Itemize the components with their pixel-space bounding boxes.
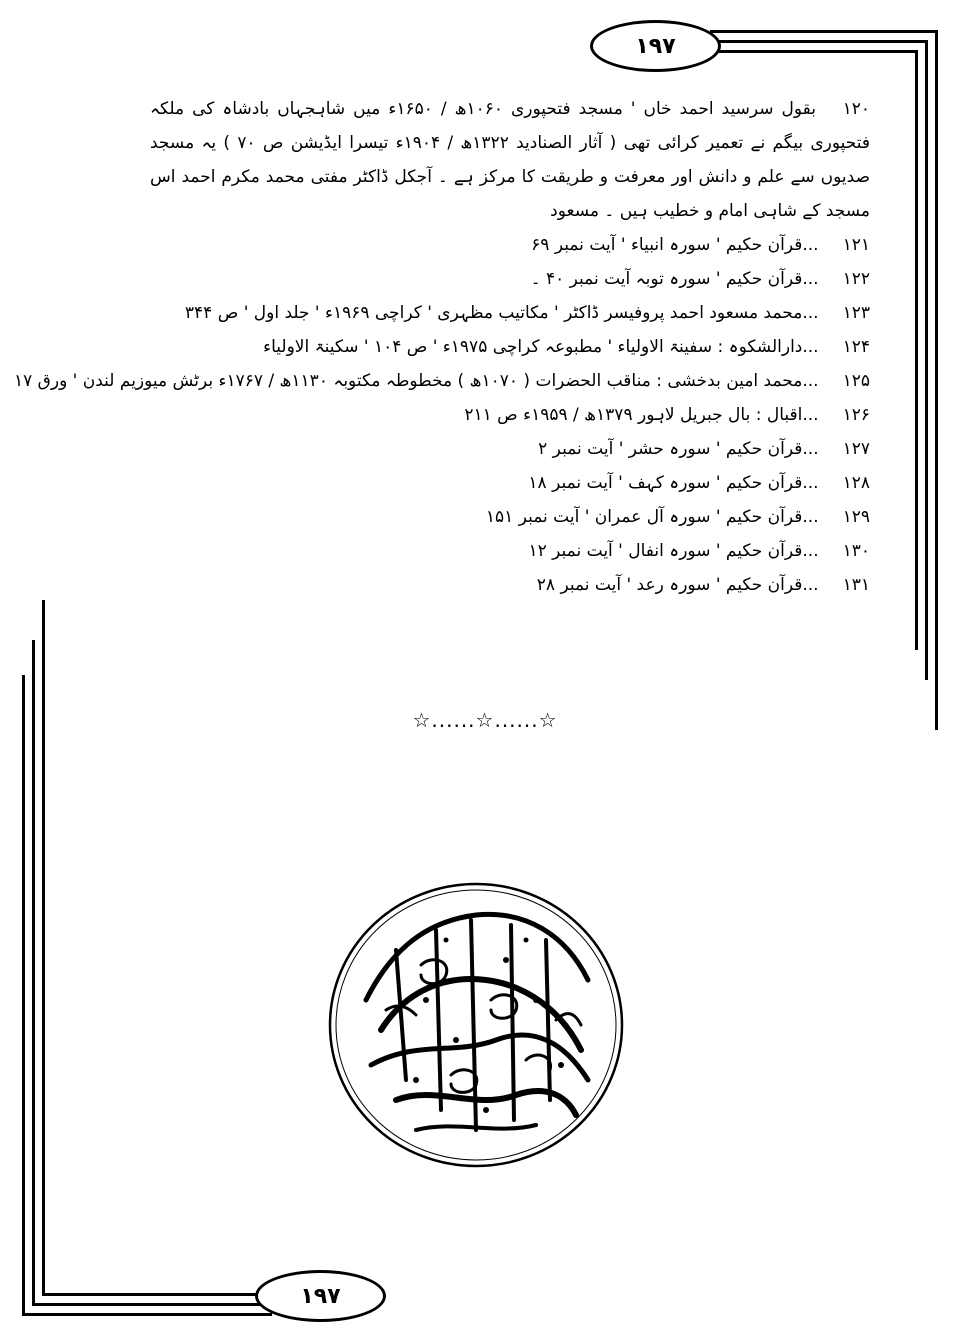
calligraphy-medallion	[326, 880, 626, 1170]
footnote-text: ...قرآن حکیم ' سورہ توبہ آیت نمبر ۴۰ ۔	[530, 269, 819, 289]
frame-top-line-2	[710, 40, 928, 43]
footnote-number: ۱۲۹	[842, 507, 870, 527]
footnote-number: ۱۲۰	[842, 99, 871, 119]
footnote-126	[150, 398, 870, 432]
footnote-text: ...محمد مسعود احمد پروفیسر ڈاکٹر ' مکاتیب مظہری ' کراچی ۱۹۶۹ء ' جلد اول ' ص ۳۴۴	[184, 303, 819, 323]
footnote-text: ...قرآن حکیم ' سورہ رعد ' آیت نمبر ۲۸	[536, 575, 819, 595]
footnote-text: ...قرآن حکیم ' سورہ آل عمران ' آیت نمبر ۱۵۱	[485, 507, 819, 527]
footnote-text: ...دارالشکوہ : سفینۃ الاولیاء ' مطبوعہ کراچی ۱۹۷۵ء ' ص ۱۰۴ ' سکینۃ الاولیاء	[263, 337, 819, 357]
footnote-text: ...محمد امین بدخشی : مناقب الحضرات ( ۱۰۷۰ھ ) مخطوطہ مکتوبہ ۱۱۳۰ھ / ۱۷۶۷ء برٹش میوزیم لندن ' ورق ۱۷	[14, 371, 819, 391]
footnotes-list	[14, 92, 871, 602]
frame-left-line-2	[32, 640, 35, 1305]
footnote-number: ۱۳۰	[842, 541, 870, 561]
frame-bottom-line-3	[42, 1293, 272, 1296]
frame-bottom-line-2	[32, 1303, 272, 1306]
footnote-number: ۱۲۸	[842, 473, 870, 493]
star-separator: ☆......☆......☆	[412, 708, 558, 732]
footnote-124	[150, 330, 870, 364]
footnote-127	[150, 432, 870, 466]
footnote-number: ۱۲۷	[842, 439, 870, 459]
footnote-number: ۱۲۴	[842, 337, 870, 357]
footnote-122	[150, 262, 870, 296]
footnote-text: ...اقبال : بال جبریل لاہور ۱۳۷۹ھ / ۱۹۵۹ء ص ۲۱۱	[464, 405, 819, 425]
footnote-text: بقول سرسید احمد خاں ' مسجد فتحپوری ۱۰۶۰ھ / ۱۶۵۰ء میں شاہجہاں بادشاہ کی ملکہ فتحپوری بیگم نے تعمیر کرائی تھی ( آثار الصنادید ۱۳۲۲ھ / ۱۹۰۴ء تیسرا ایڈیشن ص ۷۰ ) یہ مسجد صدیوں سے علم و دانش اور معرفت و طریقت کا مرکز ہے ۔ آجکل ڈاکٹر مفتی محمد مکرم احمد اس مسجد کے شاہی امام و خطیب ہیں ۔ مسعود	[150, 99, 870, 221]
frame-top-line-3	[710, 50, 918, 53]
footnote-number: ۱۲۱	[842, 235, 870, 255]
footnote-128	[150, 466, 870, 500]
footnote-text: ...قرآن حکیم ' سورہ حشر ' آیت نمبر ۲	[538, 439, 819, 459]
footnote-120	[150, 92, 870, 228]
frame-left-line-3	[42, 600, 45, 1295]
page-number-bottom: ۱۹۷	[255, 1270, 386, 1322]
frame-right-line-2	[925, 40, 928, 680]
footnote-121	[150, 228, 870, 262]
frame-top-line-1	[710, 30, 938, 33]
footnote-123	[150, 296, 870, 330]
page-number-top: ۱۹۷	[590, 20, 721, 72]
frame-bottom-line-1	[22, 1313, 272, 1316]
footnote-text: ...قرآن حکیم ' سورہ انفال ' آیت نمبر ۱۲	[528, 541, 819, 561]
footnote-number: ۱۲۲	[842, 269, 870, 289]
footnote-130	[150, 534, 870, 568]
footnote-text: ...قرآن حکیم ' سورہ انبیاء ' آیت نمبر ۶۹	[531, 235, 819, 255]
frame-right-line-3	[915, 50, 918, 650]
footnote-number: ۱۲۶	[842, 405, 870, 425]
footnote-129	[150, 500, 870, 534]
footnote-number: ۱۲۳	[842, 303, 870, 323]
footnote-131	[150, 568, 870, 602]
footnote-125	[14, 364, 870, 398]
footnote-number: ۱۲۵	[842, 371, 870, 391]
frame-right-line-1	[935, 30, 938, 730]
frame-left-line-1	[22, 675, 25, 1315]
footnote-number: ۱۳۱	[842, 575, 870, 595]
footnote-text: ...قرآن حکیم ' سورہ کہف ' آیت نمبر ۱۸	[528, 473, 819, 493]
